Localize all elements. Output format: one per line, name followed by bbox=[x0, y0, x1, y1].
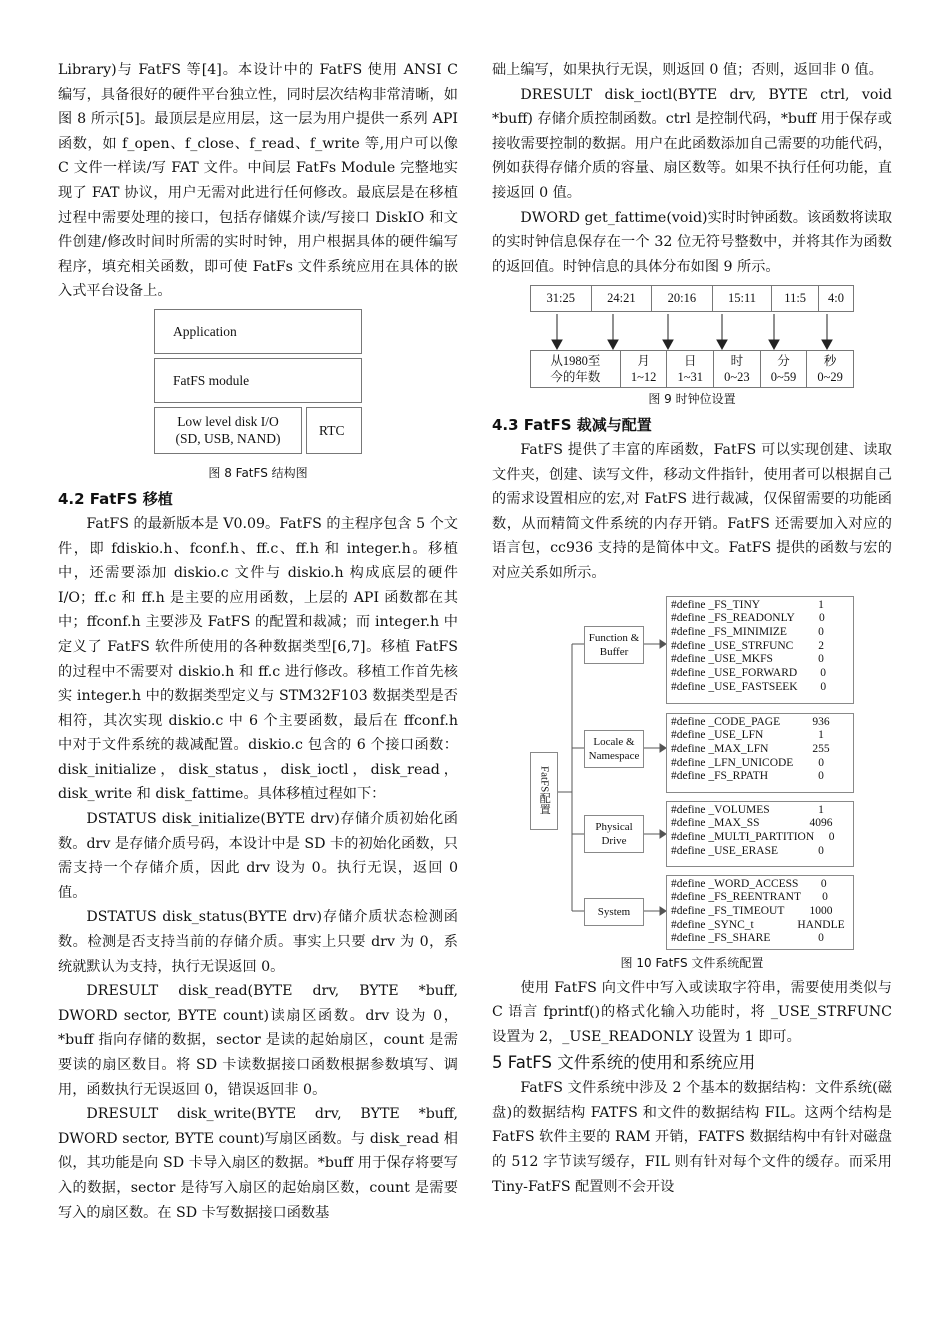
right-paragraph-2: DRESULT disk_ioctl(BYTE drv, BYTE ctrl, void *buff) 存储介质控制函数。ctrl 是控制代码，*buff 用于保存或接收需要控制的数据。用户在此函数添加自己需要的功能代码，例如获得存储介质的容量、扇区数等。如果不执行任何功能，直接返回 0 值。 bbox=[492, 86, 892, 201]
fig9-field-second-2: 0~29 bbox=[817, 369, 843, 384]
heading-4-2: 4.2 FatFS 移植 bbox=[58, 489, 173, 508]
fig9-field-month-1: 月 bbox=[637, 353, 650, 368]
fig10-define-line bbox=[671, 878, 849, 892]
fig10-define-value: 1 bbox=[818, 729, 824, 742]
fig10-define-line bbox=[671, 919, 849, 933]
fig10-define-name: #define _MULTI_PARTITION bbox=[671, 830, 815, 843]
fig10-define-name: #define _MAX_SS bbox=[671, 817, 760, 830]
fig9-field-minute-2: 0~59 bbox=[770, 369, 797, 384]
left-paragraph-1: Library)与 FatFS 等[4]。本设计中的 FatFS 使用 ANSI C 编写，具备很好的硬件平台独立性，同时层次结构非常清晰，如图 8 所示[5]。最顶层是应用层，这一层为用户提供一系列 API 函数，如 f_open、f_close、f_read、f_write 等,用户可以像 C 文件一样读/写 FAT 文件。中间层 FatFs Module 完整地实现了 FAT 协议，用户无需对此进行任何修改。最底层是在移植过程中需要处理的接口，包括存储媒介读/写接口 DiskIO 和文件创建/修改时间时所需的实时时钟，用户根据具体的硬件编写程序，填充相关函数，即可使 FatFs 文件系统应用在具体的嵌入式平台设备上。 bbox=[58, 62, 458, 300]
fig9-field-year bbox=[531, 350, 621, 387]
fig10-group-function-buffer bbox=[666, 596, 854, 704]
fig10-define-name: #define _LFN_UNICODE bbox=[671, 756, 794, 769]
fig9-field-day-2: 1~31 bbox=[677, 369, 703, 384]
fig10-define-line bbox=[671, 831, 849, 845]
fig10-define-line bbox=[671, 932, 849, 946]
fig10-define-line bbox=[671, 845, 849, 859]
fig10-define-name: #define _USE_FASTSEEK bbox=[671, 680, 798, 693]
fig10-define-name: #define _FS_SHARE bbox=[671, 932, 771, 945]
fig10-define-line bbox=[671, 757, 849, 771]
fig10-define-line bbox=[671, 612, 849, 626]
fig9-field-hour-1: 时 bbox=[730, 353, 744, 368]
fig9-field-month-2: 1~12 bbox=[630, 369, 657, 384]
fig10-define-line bbox=[671, 817, 849, 831]
fig9-field-second bbox=[807, 350, 854, 387]
figure-9-clock-bits bbox=[492, 285, 892, 388]
fig10-define-name: #define _FS_TINY bbox=[671, 598, 761, 611]
fig10-define-name: #define _WORD_ACCESS bbox=[671, 877, 799, 890]
fig9-arrow-svg bbox=[492, 312, 892, 350]
right-paragraph-5: 使用 FatFS 向文件中写入或读取字符串，需要使用类似与 C 语言 fprintf()的格式化输入功能时，将 _USE_STRFUNC 设置为 2，_USE_READONLY 设置为 1 即可。 bbox=[492, 979, 892, 1045]
fig8-rtc-box bbox=[306, 407, 362, 454]
fig10-define-value: 0 bbox=[822, 891, 828, 904]
left-paragraph-4: DSTATUS disk_status(BYTE drv)存储介质状态检测函数。检测是否支持当前的存储介质。事实上只要 drv 为 0，系统就默认为支持，执行无误返回 0。 bbox=[58, 909, 458, 975]
fig10-define-value: 0 bbox=[820, 680, 827, 693]
fig10-label-physical-drive bbox=[584, 815, 644, 853]
right-paragraph-3: DWORD get_fattime(void)实时时钟函数。该函数将读取的实时钟信息保存在一个 32 位无符号整数中，并将其作为函数的返回值。时钟信息的具体分布如图 9 所示。 bbox=[492, 209, 893, 275]
fig9-field-hour-2: 0~23 bbox=[724, 369, 750, 384]
fig8-lowlevel-sub: (SD, USB, NAND) bbox=[175, 431, 281, 447]
fig9-bit-3: 15:11 bbox=[712, 286, 772, 312]
fig10-define-line bbox=[671, 770, 849, 784]
fig10-define-line bbox=[671, 599, 849, 613]
fig10-group-system bbox=[666, 875, 854, 950]
fig10-define-value: 255 bbox=[812, 742, 830, 755]
left-paragraph-3: DSTATUS disk_initialize(BYTE drv)存储介质初始化函数。drv 是存储介质号码，本设计中是 SD 卡的初始化函数，只需支持一个存储介质，因此 drv 设为 0。执行无误，返回 0 值。 bbox=[58, 811, 458, 901]
fig9-arrows bbox=[492, 312, 892, 350]
fig9-bit-4: 11:5 bbox=[772, 286, 819, 312]
left-paragraph-6: DRESULT disk_write(BYTE drv, BYTE *buff, DWORD sector, BYTE count)写扇区函数。与 disk_read 相似，其功能是向 SD 卡导入扇区的数据。*buff 用于保存将要写入的数据，sector 是待写入扇区的起始扇区数，count 是需要写入的扇区数。在 SD 卡写数据接口函数基 bbox=[58, 1106, 458, 1221]
fig10-define-name: #define _USE_STRFUNC bbox=[671, 639, 794, 652]
fig10-label-ln-2: Namespace bbox=[588, 749, 640, 762]
fig8-caption: 图 8 FatFS 结构图 bbox=[208, 465, 308, 480]
fig9-field-year-1: 从1980至 bbox=[550, 353, 601, 368]
fig9-bit-0: 31:25 bbox=[531, 286, 592, 312]
fig10-group-physical-drive bbox=[666, 801, 854, 867]
right-column bbox=[492, 58, 892, 1199]
fig8-lowlevel-box bbox=[154, 407, 302, 454]
fig8-application-box bbox=[154, 309, 362, 354]
fig8-application-label: Application bbox=[173, 323, 237, 339]
fig9-bit-1: 24:21 bbox=[591, 286, 652, 312]
fig10-define-name: #define _FS_RPATH bbox=[671, 770, 769, 783]
fig10-define-name: #define _VOLUMES bbox=[671, 803, 770, 816]
fig10-define-name: #define _FS_REENTRANT bbox=[671, 891, 802, 904]
fig10-define-name: #define _USE_ERASE bbox=[671, 844, 779, 857]
fig10-define-value: HANDLE bbox=[797, 918, 845, 931]
fig10-label-pd-1: Physical bbox=[595, 820, 633, 833]
fig9-caption: 图 9 时钟位设置 bbox=[648, 391, 736, 406]
fig9-field-minute bbox=[760, 350, 807, 387]
fig10-define-name: #define _USE_LFN bbox=[671, 729, 764, 742]
fig10-define-line bbox=[671, 681, 849, 695]
fig8-rtc-label: RTC bbox=[319, 422, 345, 438]
figure-8-fatfs-structure bbox=[58, 304, 458, 462]
fig8-module-label: FatFS module bbox=[173, 372, 250, 388]
fig10-label-function-buffer bbox=[584, 626, 644, 664]
fig10-define-value: 1 bbox=[818, 803, 824, 816]
fig10-define-value: 0 bbox=[819, 612, 825, 625]
fig10-define-value: 0 bbox=[818, 932, 824, 945]
fig10-define-name: #define _FS_MINIMIZE bbox=[671, 625, 787, 638]
fig10-define-line bbox=[671, 667, 849, 681]
fig8-lowlevel-label: Low level disk I/O bbox=[177, 414, 279, 430]
fig10-define-name: #define _CODE_PAGE bbox=[671, 715, 781, 728]
right-paragraph-6: FatFS 文件系统中涉及 2 个基本的数据结构：文件系统(磁盘)的数据结构 FATFS 和文件的数据结构 FIL。这两个结构是 FatFS 软件主要的 RAM 开销，FATFS 数据结构中有针对磁盘的 512 字节读写缓存，FIL 则有针对每个文件的缓存。而采用 Tiny-FatFS 配置则不会开设 bbox=[492, 1080, 892, 1195]
fig10-define-line bbox=[671, 804, 849, 818]
fig10-group-locale-namespace bbox=[666, 713, 854, 793]
fig10-define-line bbox=[671, 891, 849, 905]
fig10-label-locale-namespace bbox=[584, 730, 644, 768]
fig10-define-line bbox=[671, 653, 849, 667]
fig10-define-line bbox=[671, 640, 849, 654]
fig10-define-name: #define _USE_FORWARD bbox=[671, 667, 798, 680]
fig9-field-hour bbox=[714, 350, 761, 387]
fig10-label-sys-1: System bbox=[597, 905, 631, 918]
fig10-label-fb-1: Function & bbox=[588, 631, 640, 644]
fig10-define-value: 0 bbox=[818, 653, 824, 666]
fig9-field-day-1: 日 bbox=[683, 353, 697, 368]
fig10-define-value: 0 bbox=[818, 844, 824, 857]
right-paragraph-1: 础上编写，如果执行无误，则返回 0 值；否则，返回非 0 值。 bbox=[492, 62, 883, 78]
fig10-define-line bbox=[671, 729, 849, 743]
fig10-define-value: 0 bbox=[818, 625, 824, 638]
fig9-field-month bbox=[620, 350, 667, 387]
fig10-label-pd-2: Drive bbox=[601, 834, 627, 847]
fig10-define-value: 4096 bbox=[809, 817, 833, 830]
fig10-define-value: 0 bbox=[818, 770, 824, 783]
right-paragraph-4: FatFS 提供了丰富的库函数，FatFS 可以实现创建、读取文件夹，创建、读写文件，移动文件指针，使用者可以根据自己的需求设置相应的宏,对 FatFS 进行裁减，仅保留需要的功能函数，从而精简文件系统的内存开销。FatFS 还需要加入对应的语言包，cc936 支持的是简体中文。FatFS 提供的函数与宏的对应关系如所示。 bbox=[492, 441, 892, 581]
fig10-define-name: #define _MAX_LFN bbox=[671, 742, 769, 755]
fig8-module-box bbox=[154, 358, 362, 403]
fig10-caption: 图 10 FatFS 文件系统配置 bbox=[620, 955, 764, 970]
fig10-label-fb-2: Buffer bbox=[599, 645, 629, 658]
fig10-label-system bbox=[584, 898, 644, 926]
fig9-bit-2: 20:16 bbox=[652, 286, 713, 312]
fig10-define-name: #define _FS_TIMEOUT bbox=[671, 904, 785, 917]
left-column bbox=[58, 58, 458, 1225]
fig10-define-name: #define _USE_MKFS bbox=[671, 653, 773, 666]
fig10-define-line bbox=[671, 905, 849, 919]
fig10-define-value: 936 bbox=[812, 715, 830, 728]
fig10-define-line bbox=[671, 743, 849, 757]
fig10-define-value: 1 bbox=[818, 598, 824, 611]
fig9-field-day bbox=[667, 350, 714, 387]
fig10-define-value: 0 bbox=[818, 756, 825, 769]
figure-10-fatfs-config bbox=[492, 596, 892, 952]
fig10-root-label: FatFS配置 bbox=[530, 752, 558, 830]
fig10-label-ln-1: Locale & bbox=[593, 735, 635, 748]
heading-5: 5 FatFS 文件系统的使用和系统应用 bbox=[492, 1053, 756, 1073]
heading-4-3: 4.3 FatFS 裁减与配置 bbox=[492, 415, 652, 434]
fig10-define-value: 2 bbox=[818, 639, 825, 652]
fig9-field-second-1: 秒 bbox=[823, 353, 837, 368]
fig10-define-value: 0 bbox=[828, 830, 835, 843]
fig10-define-value: 0 bbox=[820, 667, 826, 680]
fig10-define-value: 1000 bbox=[809, 904, 833, 917]
fig10-define-line bbox=[671, 716, 849, 730]
left-paragraph-2: FatFS 的最新版本是 V0.09。FatFS 的主程序包含 5 个文件，即 fdiskio.h、fconf.h、ff.c、ff.h 和 integer.h。移植中，还需要添加 diskio.c 文件与 diskio.h 构成底层的硬件 I/O；ff.c 和 ff.h 是主要的应用函数，上层的 API 函数都在其中；ffconf.h 主要涉及 FatFS 的配置和裁减；而 integer.h 中定义了 FatFS 软件所使用的各种数据类型[6,7]。移植 FatFS 的过程中不需要对 diskio.h 和 ff.c 进行修改。移植工作首先核实 integer.h 中的数据类型定义与 STM32F103 数据类型是否相符，其次实现 diskio.c 中 6 个主要函数，最后在 ffconf.h 中对于文件系统的裁减配置。diskio.c 包含的 6 个接口函数：disk_initialize，disk_status，disk_ioctl，disk_read，disk_write 和 disk_fattime。具体移植过程如下： bbox=[58, 515, 458, 803]
fig10-define-name: #define _FS_READONLY bbox=[671, 612, 795, 625]
fig9-field-year-2: 今的年数 bbox=[550, 369, 601, 384]
fig10-define-name: #define _SYNC_t bbox=[671, 918, 754, 931]
fig9-bit-5: 4:0 bbox=[819, 286, 854, 312]
fig9-field-minute-1: 分 bbox=[777, 353, 790, 368]
left-paragraph-5: DRESULT disk_read(BYTE drv, BYTE *buff, DWORD sector, BYTE count)读扇区函数。drv 设为 0，*buff 指向存储的数据，sector 是读的起始扇区，count 是需要读的扇区数目。将 SD 卡读数据接口函数根据参数填写、调用，函数执行无误返回 0，错误返回非 0。 bbox=[58, 983, 458, 1098]
fig10-define-line bbox=[671, 626, 849, 640]
fig10-define-value: 0 bbox=[820, 877, 827, 890]
